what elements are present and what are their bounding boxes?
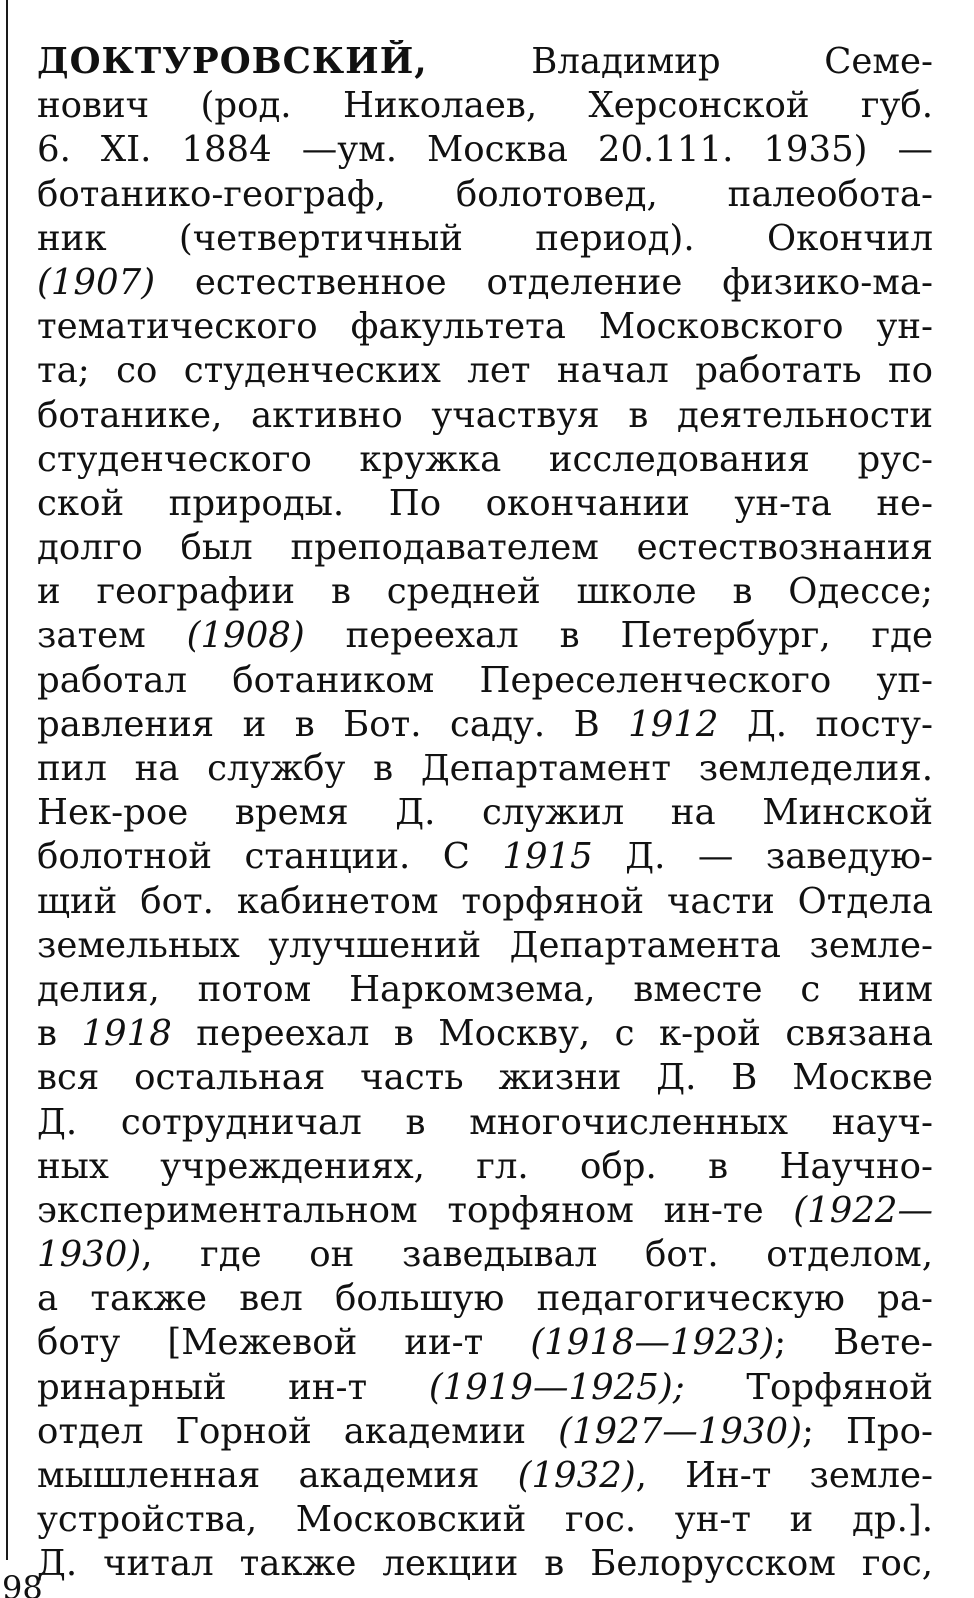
text-line (37, 1321, 933, 1365)
text-line (37, 482, 933, 526)
text-line (37, 394, 933, 438)
date-italic: (1918—1923) (530, 1322, 775, 1364)
text-line (37, 526, 933, 570)
text-run: устройства, Московский гос. ун-т и др.]. (37, 1499, 933, 1541)
text-run: боту [Межевой ии-т (37, 1322, 531, 1364)
page-number: 98 (2, 1572, 43, 1598)
text-run: ; Про- (801, 1410, 933, 1452)
text-line (37, 1233, 933, 1277)
text-run: затем (37, 615, 187, 657)
text-line (37, 1277, 933, 1321)
date-italic: (1919—1925); (428, 1366, 685, 1408)
text-run: ской природы. По окончании ун-та не- (37, 482, 933, 524)
text-run: , Ин-т земле- (635, 1455, 933, 1496)
text-run: ботанике, активно участвуя в деятельности (37, 394, 933, 436)
text-run: ных учреждениях, гл. обр. в Научно- (37, 1145, 933, 1187)
text-run: 6. XI. 1884 —ум. Москва 20.111. 1935) — (37, 129, 933, 171)
text-run: Торфяной (684, 1366, 933, 1408)
text-line (37, 1366, 933, 1410)
text-run: пил на службу в Департамент земледелия. (37, 748, 933, 789)
text-run: студенческого кружка исследования рус- (37, 438, 933, 480)
text-run: экспериментальном торфяном ин-те (37, 1189, 794, 1231)
text-run: болотной станции. С (37, 836, 503, 878)
date-italic: 1918 (81, 1013, 172, 1055)
text-run: Д. сотрудничал в многочисленных науч- (37, 1101, 933, 1143)
text-run: и географии в средней школе в Одессе; (37, 571, 933, 613)
text-run: Нек-рое время Д. служил на Минской (37, 792, 933, 834)
text-line (37, 261, 933, 305)
text-run: Д. читал также лекции в Белорусском гос, (37, 1543, 933, 1585)
text-line (37, 305, 933, 349)
text-run: ринарный ин-т (37, 1366, 429, 1408)
text-run: нович (род. Николаев, Херсонской губ. (37, 85, 933, 127)
text-run: в (37, 1013, 82, 1055)
date-italic: (1932) (517, 1455, 636, 1496)
date-italic: 1915 (502, 836, 593, 878)
text-line (37, 1012, 933, 1056)
text-run: та; со студенческих лет начал работать по (37, 350, 933, 392)
date-italic: (1907) (37, 261, 156, 303)
text-run: переехал в Москву, с к-рой связана (171, 1013, 933, 1055)
text-line (37, 614, 933, 658)
text-line (37, 1101, 933, 1145)
text-line (37, 84, 933, 128)
text-line (37, 747, 933, 791)
text-line (37, 217, 933, 261)
text-line (37, 349, 933, 393)
text-run: ; Вете- (774, 1322, 933, 1364)
text-run: ник (четвертичный период). Окончил (37, 217, 933, 259)
text-line (37, 40, 933, 84)
article-column (37, 40, 933, 1587)
text-run: вся остальная часть жизни Д. В Москве (37, 1057, 933, 1099)
text-run: естественное отделение физико-ма- (155, 261, 933, 303)
text-run: Д. посту- (718, 703, 933, 745)
text-run: , где он заведывал бот. отделом, (141, 1234, 933, 1276)
text-run: долго был преподавателем естествознания (37, 527, 933, 569)
text-run: работал ботаником Переселенческого уп- (37, 659, 933, 701)
date-italic: (1927—1930) (558, 1410, 802, 1452)
text-line (37, 1542, 933, 1586)
text-run: ботанико-географ, болотовед, палеобота- (37, 173, 933, 215)
text-run: переехал в Петербург, где (304, 615, 933, 657)
text-line (37, 703, 933, 747)
text-run: Д. — заведую- (592, 836, 933, 878)
text-run: равления и в Бот. саду. В (37, 703, 629, 745)
date-italic: 1912 (628, 703, 719, 745)
text-line (37, 880, 933, 924)
entry-headword: ДОКТУРОВСКИЙ, (37, 41, 428, 82)
text-run: мышленная академия (37, 1455, 518, 1496)
text-run: земельных улучшений Департамента земле- (37, 924, 933, 966)
text-run: делия, потом Наркомзема, вместе с ним (37, 968, 933, 1010)
text-run: отдел Горной академии (37, 1410, 559, 1452)
text-line (37, 968, 933, 1012)
text-line (37, 128, 933, 172)
text-line (37, 1498, 933, 1542)
text-line (37, 438, 933, 482)
text-line (37, 835, 933, 879)
text-line (37, 659, 933, 703)
text-run: щий бот. кабинетом торфяной части Отдела (37, 880, 933, 922)
date-italic: (1922— (793, 1189, 933, 1231)
text-line (37, 1056, 933, 1100)
text-line (37, 791, 933, 835)
text-line (37, 1454, 933, 1498)
date-italic: (1908) (186, 615, 305, 657)
text-run: тематического факультета Московского ун- (37, 306, 933, 348)
text-line (37, 173, 933, 217)
text-line (37, 1145, 933, 1189)
date-italic: 1930) (37, 1234, 142, 1276)
text-run: а также вел большую педагогическую ра- (37, 1278, 933, 1320)
text-line (37, 924, 933, 968)
text-line (37, 1189, 933, 1233)
margin-rule (6, 0, 8, 1560)
text-line (37, 1410, 933, 1454)
text-line (37, 570, 933, 614)
text-run: Владимир Семе- (427, 41, 933, 82)
